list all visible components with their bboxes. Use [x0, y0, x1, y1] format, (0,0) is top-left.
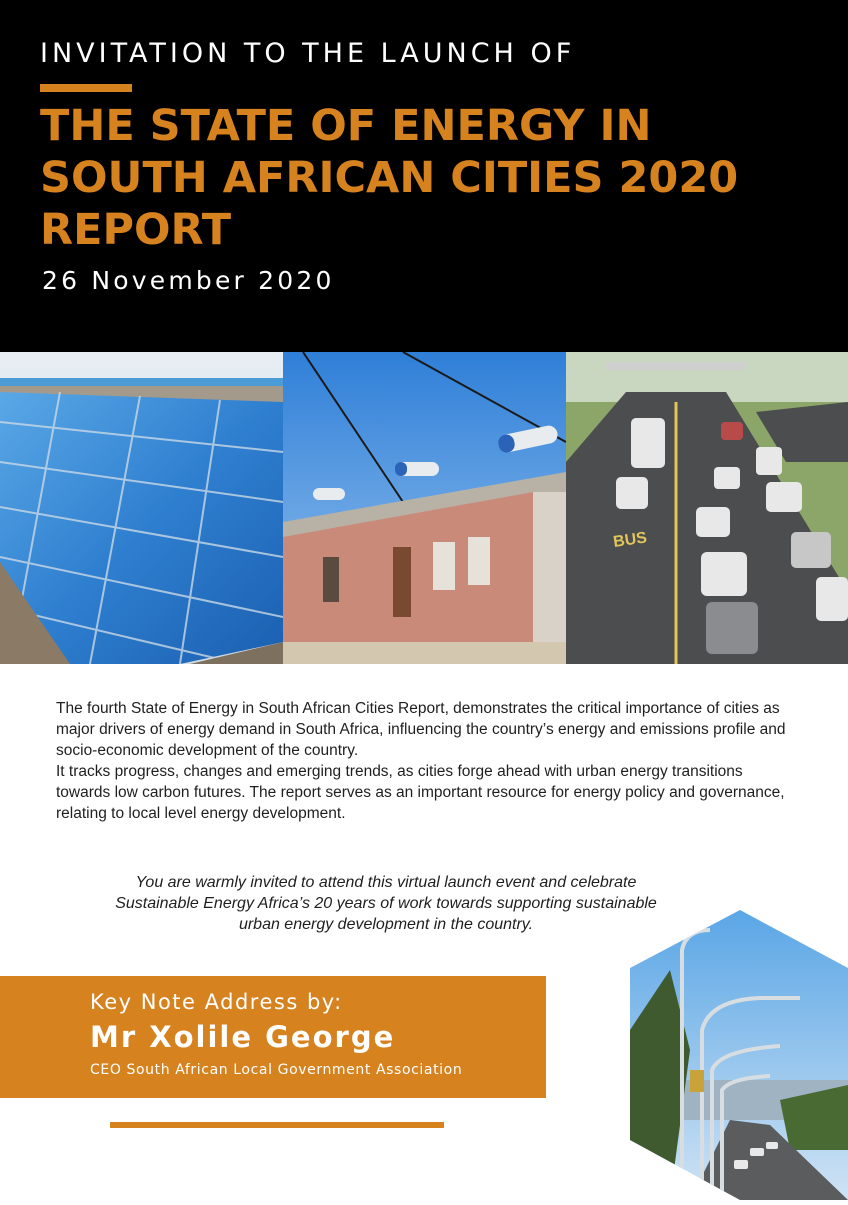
streetlights-photo: [630, 910, 848, 1200]
solar-panels-photo: [0, 352, 283, 664]
solar-water-heater-houses-photo: [283, 352, 566, 664]
keynote-speaker-name: Mr Xolile George: [90, 1020, 396, 1054]
invitation-heading: INVITATION TO THE LAUNCH OF: [40, 38, 576, 69]
keynote-speaker-role: CEO South African Local Government Association: [90, 1062, 463, 1078]
invitation-line-3: urban energy development in the country.: [238, 916, 534, 933]
title-line-3: REPORT: [40, 205, 232, 255]
bottom-accent-bar: [110, 1122, 444, 1128]
invitation-message: [66, 872, 706, 935]
invitation-line-2: Sustainable Energy Africa’s 20 years of work towards supporting sustainable: [115, 895, 657, 912]
intro-paragraph-2: It tracks progress, changes and emerging trends, as cities forge ahead with urban energy transitions towards low carbon futures. The report serves as an important resource for energy policy and governance, relating to local level energy development.: [56, 763, 785, 822]
event-date: 26 November 2020: [42, 266, 335, 295]
keynote-label: Key Note Address by:: [90, 990, 343, 1014]
intro-text: [56, 698, 796, 824]
invitation-line-1: You are warmly invited to attend this virtual launch event and celebrate: [135, 874, 637, 891]
photo-strip: [0, 352, 848, 664]
header-banner: [0, 0, 848, 352]
highway-traffic-photo: [566, 352, 848, 664]
intro-paragraph-1: The fourth State of Energy in South African Cities Report, demonstrates the critical importance of cities as major drivers of energy demand in South Africa, influencing the country’s energy and emissions profile and socio-economic development of the country.: [56, 700, 786, 759]
keynote-box: [0, 976, 546, 1098]
report-title: [40, 100, 830, 256]
svg-text:BUS: BUS: [612, 529, 649, 551]
accent-bar: [40, 84, 132, 92]
title-line-1: THE STATE OF ENERGY IN: [40, 101, 652, 151]
title-line-2: SOUTH AFRICAN CITIES 2020: [40, 153, 739, 203]
